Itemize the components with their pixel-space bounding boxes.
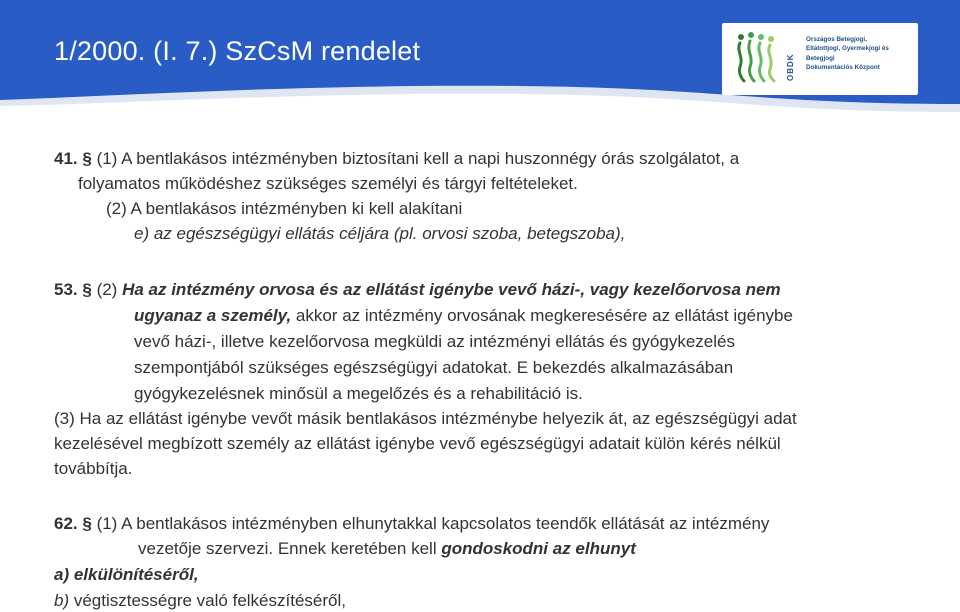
section-41-line-4: e) az egészségügyi ellátás céljára (pl. orvosi szoba, betegszoba), [134, 224, 626, 243]
paragraph-icon: § [82, 280, 92, 299]
obdk-logo [722, 23, 918, 95]
page-title: 1/2000. (I. 7.) SzCsM rendelet [54, 36, 421, 66]
section-53-line-1: 53. § (2) Ha az intézmény orvosa és az ellátást igénybe vevő házi-, vagy kezelőorvosa nem [54, 280, 781, 299]
section-53-line-3: vevő házi-, illetve kezelőorvosa megküldi az intézményi ellátás és gyógykezelés [134, 332, 735, 351]
section-53-p3-line-2: kezelésével megbízott személy az ellátást igénybe vevő egészségügyi adatait külön kérés nélkül [54, 434, 781, 453]
section-62-item-a: a) elkülönítéséről, [54, 565, 199, 584]
section-53-line-2: ugyanaz a személy, akkor az intézmény orvosának megkeresésére az ellátást igénybe [134, 306, 793, 325]
section-53-line-5: gyógykezelésnek minősül a megelőzés és a rehabilitáció is. [134, 384, 583, 403]
section-53-line-4: szempontjából szükséges egészségügyi adatokat. E bekezdés alkalmazásában [134, 358, 734, 377]
section-41-line-1: 41. § (1) A bentlakásos intézményben biztosítani kell a napi huszonnégy órás szolgálatot, a [54, 149, 740, 168]
section-62-line-2: vezetője szervezi. Ennek keretében kell gondoskodni az elhunyt [138, 539, 636, 558]
paragraph-icon: § [82, 514, 92, 533]
paragraph-icon: § [82, 149, 92, 168]
section-53-p3-line-3: továbbítja. [54, 459, 133, 478]
section-62-line-1: 62. § (1) A bentlakásos intézményben elhunytakkal kapcsolatos teendők ellátását az intézmény [54, 514, 770, 533]
logo-text: Országos Betegjogi, Ellátottjogi, Gyermekjogi és Betegjogi Dokumentációs Központ [806, 36, 889, 72]
logo-abbr: OBDK [786, 53, 795, 81]
section-53-p3-line-1: (3) Ha az ellátást igénybe vevőt másik bentlakásos intézménybe helyezik át, az egészségügyi adat [54, 409, 797, 428]
section-41-line-2: folyamatos működéshez szükséges személyi és tárgyi feltételeket. [78, 174, 578, 193]
section-41-line-3: (2) A bentlakásos intézményben ki kell alakítani [106, 199, 463, 218]
section-62-item-b: b) végtisztességre való felkészítéséről, [54, 591, 346, 610]
logo-figures-icon [730, 29, 790, 89]
header-banner [0, 0, 960, 112]
